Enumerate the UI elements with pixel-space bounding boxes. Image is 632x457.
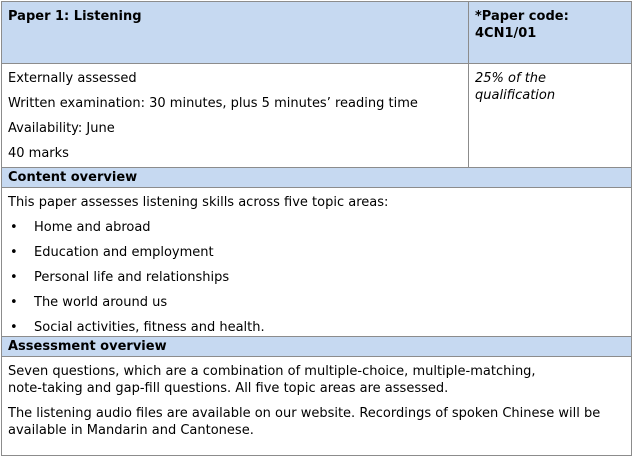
topic-label: Home and abroad: [34, 220, 151, 235]
info-line: Externally assessed: [8, 71, 137, 86]
paragraph-line: note-taking and gap-fill questions. All five topic areas are assessed.: [8, 381, 449, 396]
header-row: [2, 2, 632, 64]
paper-code-cell: [469, 2, 632, 64]
topic-list-item: [8, 219, 625, 236]
content-overview-body-row: [2, 188, 632, 337]
topic-label: Social activities, fitness and health.: [34, 320, 265, 335]
paper-code-value: 4CN1/01: [475, 26, 537, 41]
paper-code-label: *Paper code:: [475, 9, 569, 24]
content-overview-title: Content overview: [2, 168, 632, 188]
bullet-icon: •: [10, 295, 18, 310]
paragraph-line: Seven questions, which are a combination of multiple-choice, multiple-matching,: [8, 364, 536, 379]
assessment-paragraph: [8, 405, 625, 439]
assessment-paragraph: [8, 363, 625, 397]
assessment-overview-body: [2, 357, 632, 456]
bullet-icon: •: [10, 245, 18, 260]
bullet-icon: •: [10, 270, 18, 285]
assessment-overview-body-row: [2, 357, 632, 456]
weighting-line: qualification: [475, 88, 556, 103]
bullet-icon: •: [10, 220, 18, 235]
topic-list-item: [8, 319, 625, 336]
topic-list-item: [8, 244, 625, 261]
assessment-overview-title: Assessment overview: [2, 337, 632, 357]
assessment-info-cell: [2, 64, 469, 168]
topic-list: [8, 219, 625, 336]
info-line: Written examination: 30 minutes, plus 5 minutes’ reading time: [8, 96, 418, 111]
paper-title: Paper 1: Listening: [2, 2, 469, 64]
info-line: 40 marks: [8, 146, 69, 161]
weighting-line: 25% of the: [475, 71, 547, 86]
topic-label: Education and employment: [34, 245, 214, 260]
topic-list-item: [8, 269, 625, 286]
topic-label: Personal life and relationships: [34, 270, 230, 285]
bullet-icon: •: [10, 320, 18, 335]
content-overview-body: [2, 188, 632, 337]
assessment-overview-title-row: [2, 337, 632, 357]
topic-label: The world around us: [34, 295, 168, 310]
paper-specification-table: [1, 1, 632, 456]
info-row: [2, 64, 632, 168]
topic-list-item: [8, 294, 625, 311]
paragraph-line: available in Mandarin and Cantonese.: [8, 423, 254, 438]
weighting-cell: [469, 64, 632, 168]
info-line: Availability: June: [8, 121, 115, 136]
paragraph-line: The listening audio files are available on our website. Recordings of spoken Chinese will be: [8, 406, 601, 421]
content-overview-title-row: [2, 168, 632, 188]
content-intro: This paper assesses listening skills across five topic areas:: [8, 195, 389, 210]
